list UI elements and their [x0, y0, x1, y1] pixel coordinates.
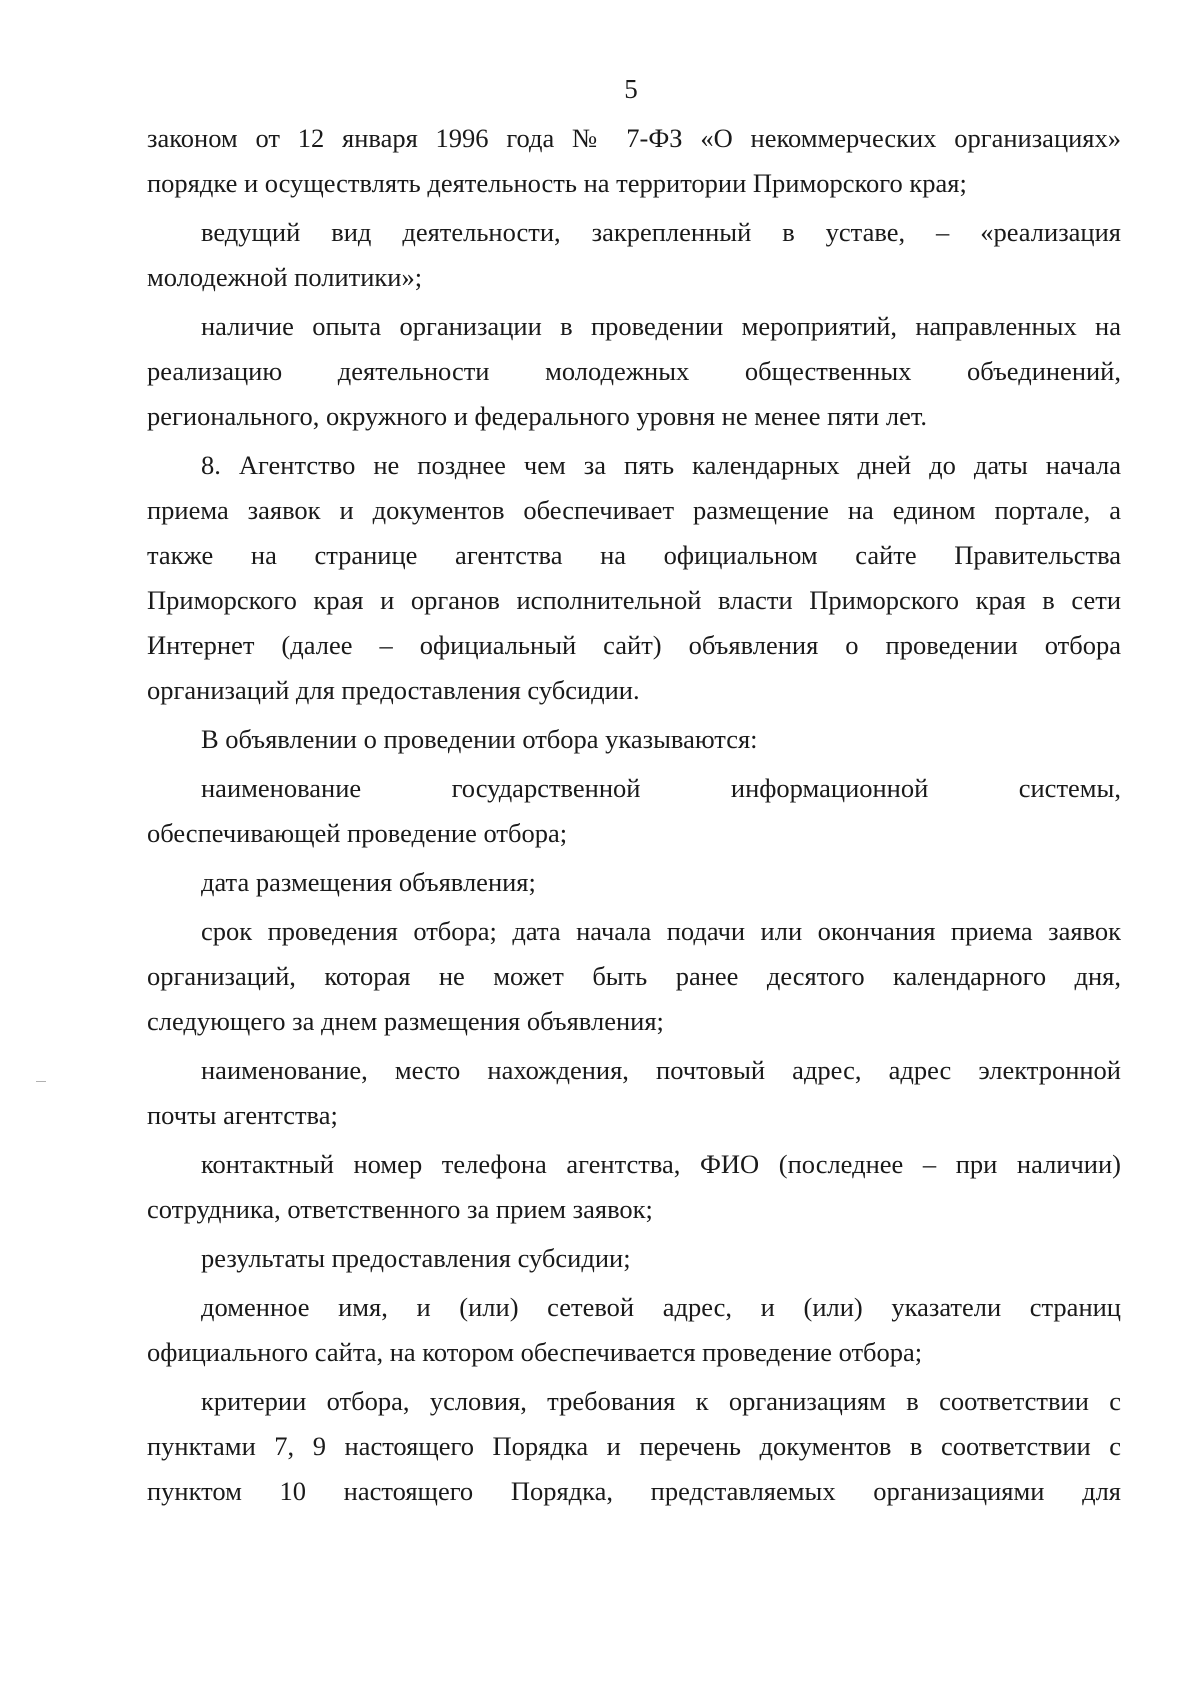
text-line: контактный номер телефона агентства, ФИО (последнее – при наличии) — [201, 1149, 1121, 1179]
text-line: реализацию деятельности молодежных общественных объединений, — [147, 356, 1121, 386]
text-line: 8. Агентство не позднее чем за пять календарных дней до даты начала — [201, 450, 1121, 480]
text-line: официального сайта, на котором обеспечивается проведение отбора; — [147, 1337, 923, 1367]
text-line: Приморского края и органов исполнительной власти Приморского края в сети — [147, 585, 1121, 615]
text-line: пунктами 7, 9 настоящего Порядка и перечень документов в соответствии с — [147, 1431, 1121, 1461]
text-line: наименование государственной информационной системы, — [201, 773, 1121, 803]
text-line: наличие опыта организации в проведении мероприятий, направленных на — [201, 311, 1121, 341]
text-line: организаций, которая не может быть ранее десятого календарного дня, — [147, 961, 1121, 991]
text-line: сотрудника, ответственного за прием заявок; — [147, 1194, 653, 1224]
text-line: пунктом 10 настоящего Порядка, представляемых организациями для — [147, 1476, 1121, 1506]
text-line: законом от 12 января 1996 года № 7-ФЗ «О некоммерческих организациях» — [147, 123, 1121, 153]
text-line: результаты предоставления субсидии; — [201, 1243, 631, 1273]
text-line: ведущий вид деятельности, закрепленный в уставе, – «реализация — [201, 217, 1121, 247]
text-line: следующего за днем размещения объявления; — [147, 1006, 664, 1036]
text-line: срок проведения отбора; дата начала подачи или окончания приема заявок — [201, 916, 1121, 946]
text-line: Интернет (далее – официальный сайт) объявления о проведении отбора — [147, 630, 1121, 660]
text-line: порядке и осуществлять деятельность на территории Приморского края; — [147, 168, 967, 198]
scan-edge-mark — [36, 1081, 46, 1082]
text-line: также на странице агентства на официальном сайте Правительства — [147, 540, 1121, 570]
text-line: организаций для предоставления субсидии. — [147, 675, 640, 705]
text-line: почты агентства; — [147, 1100, 338, 1130]
text-line: критерии отбора, условия, требования к организациям в соответствии с — [201, 1386, 1121, 1416]
text-line: доменное имя, и (или) сетевой адрес, и (или) указатели страниц — [201, 1292, 1121, 1322]
text-line: дата размещения объявления; — [201, 867, 536, 897]
text-line: приема заявок и документов обеспечивает размещение на едином портале, а — [147, 495, 1121, 525]
page-number: 5 — [624, 74, 638, 104]
text-line: регионального, окружного и федерального уровня не менее пяти лет. — [147, 401, 928, 431]
document-body — [147, 116, 1121, 1514]
text-line: наименование, место нахождения, почтовый адрес, адрес электронной — [201, 1055, 1121, 1085]
text-line: В объявлении о проведении отбора указываются: — [201, 724, 758, 754]
text-line: обеспечивающей проведение отбора; — [147, 818, 568, 848]
text-line: молодежной политики»; — [147, 262, 423, 292]
